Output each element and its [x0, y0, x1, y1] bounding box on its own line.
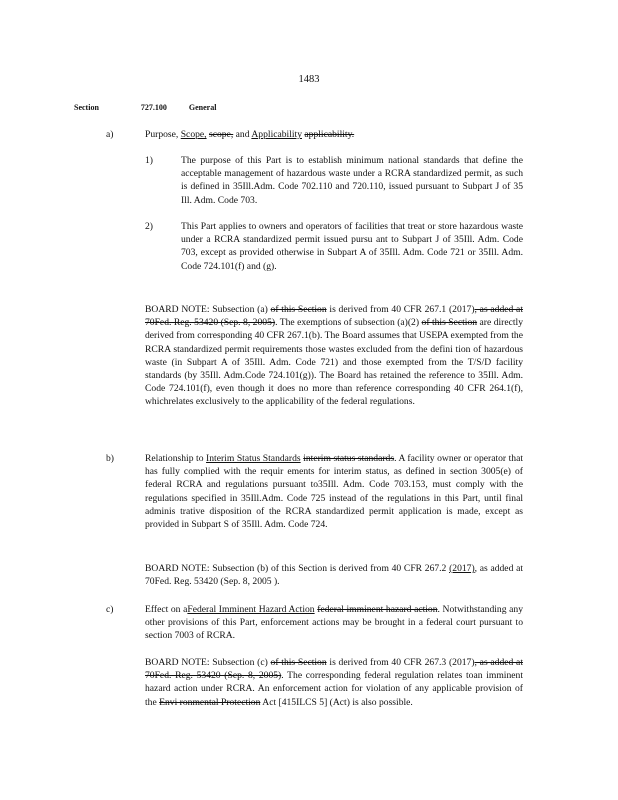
note-text: , as added at 70Fed. Reg. 53420 (Sep. 8, 2005 ).: [145, 563, 523, 588]
note-text: is derived from 40 CFR 267.3 (2017): [329, 657, 475, 668]
note-inserted: (2017): [449, 563, 475, 574]
item-1-label: 1): [145, 155, 153, 166]
note-deleted: of this Section: [270, 657, 327, 668]
section-heading: [74, 103, 216, 112]
heading-deleted: applicability.: [304, 129, 355, 140]
board-note-b: [145, 562, 523, 588]
subsection-a-label: a): [106, 129, 114, 140]
note-deleted: , as added at 70Fed. Reg. 53420 (Sep. 8, 2005): [145, 304, 523, 329]
heading-text: Purpose,: [145, 129, 179, 140]
c-text: . Notwithstanding any other provisions of this Part, enforcement actions may be brought in a federal court pursuant to section 7003 of RCRA.: [145, 604, 523, 642]
b-text: . A facility owner or operator that has fully complied with the requir ements for interim status, as defined in section 3005(e) of federal RCRA and regulations pursuant to35Ill. Adm. Code 703.153, must comply with the regulations specified in 35Ill.Adm. Code 725 instead of the regulations in this Part, until final adminis trative disposition of the RCRA standardized permit application is made, except as provided in Subpart S of 35Ill. Adm. Code 724.: [145, 453, 524, 531]
heading-deleted: scope,: [208, 129, 234, 140]
section-label: Section: [74, 103, 99, 112]
item-2-label: 2): [145, 221, 153, 232]
board-note-c: [145, 656, 523, 709]
heading-text: and: [235, 129, 250, 140]
item-1-text: The purpose of this Part is to establish minimum national standards that define the acceptable management of hazardous waste under a RCRA standardized permit, as such is defined in 35Ill.Adm. Code 702.110 and 720.110, issued pursuant to Subpart J of 35 Ill. Adm. Code 703.: [181, 155, 523, 206]
note-deleted: of this Section: [270, 304, 327, 315]
subsection-b-text: [145, 452, 523, 531]
page-number: 1483: [298, 74, 320, 85]
c-text: Effect on a: [145, 604, 188, 615]
note-text: . The exemptions of subsection (a)(2): [275, 317, 420, 329]
b-deleted: interim status standards: [303, 453, 395, 464]
b-inserted: Interim Status Standards: [206, 453, 301, 464]
item-2-text: This Part applies to owners and operators of facilities that treat or store hazardous waste under a RCRA standardized permit issued pursu ant to Subpart J of 35Ill. Adm. Code 703, except as provided otherwise in Subpart A of 35Ill. Adm. Code 721 or 35Ill. Adm. Code 724.101(f) and (g).: [181, 221, 523, 272]
note-text: BOARD NOTE: Subsection (c): [145, 657, 268, 668]
note-deleted: Envi ronmental Protection: [159, 696, 261, 708]
heading-inserted: Applicability: [251, 129, 302, 140]
subsection-a-heading: [145, 128, 405, 141]
board-note-a: [145, 303, 523, 409]
note-text: are directly derived from corresponding 40 CFR 267.1(b). The Board assumes that USEPA exempted from the RCRA standardized permit requirements those wastes excluded from the defini tion of hazardous waste (in Subpart A of 35Ill. Adm. Code 721) and those exempted from the T/S/D facility standards (by 35Ill. Adm.Code 724.101(g)). The Board has retained the reference to 35Ill. Adm. Code 724.101(f), even though it does no more than reference corresponding 40 CFR 264.1(f), whichrelates exclusively to the applicability of the federal regulations.: [145, 317, 523, 408]
section-title: General: [188, 103, 217, 112]
note-text: . The corresponding federal regulation relates toan imminent hazard action under RCRA. An enforcement action for violation of any applicable provision of the: [145, 670, 523, 708]
section-number: 727.100: [140, 103, 167, 112]
note-deleted: , as added at 70Fed. Reg. 53420 (Sep. 8, 2005): [145, 657, 523, 682]
heading-inserted: Scope,: [180, 129, 207, 140]
c-deleted: federal imminent hazard action: [317, 604, 438, 615]
note-text: is derived from 40 CFR 267.1 (2017): [329, 304, 475, 315]
note-deleted: of this Section: [421, 317, 478, 329]
note-text: BOARD NOTE: Subsection (b) of this Section is derived from 40 CFR 267.2: [145, 563, 447, 574]
b-text: Relationship to: [145, 453, 204, 464]
subsection-c-text: [145, 603, 523, 643]
note-text: BOARD NOTE: Subsection (a): [145, 304, 268, 315]
subsection-c-label: c): [106, 604, 114, 615]
c-inserted: Federal Imminent Hazard Action: [187, 604, 315, 615]
subsection-b-label: b): [106, 453, 114, 464]
note-text: Act [415ILCS 5] (Act) is also possible.: [262, 696, 413, 708]
